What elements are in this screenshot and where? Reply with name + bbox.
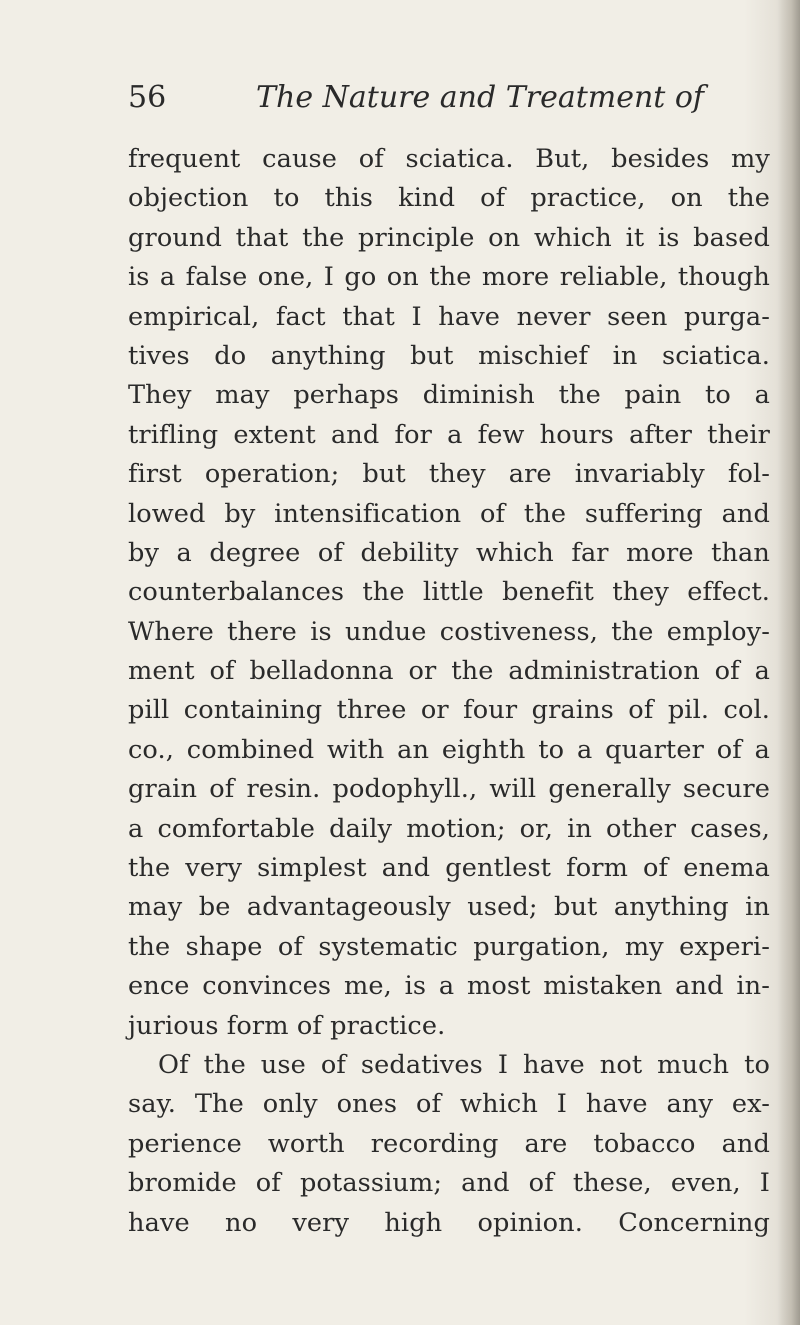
text-line: grain of resin. podophyll., will generally secure	[128, 774, 770, 805]
text-line: tives do anything but mischief in sciatica.	[128, 340, 770, 371]
text-line: by a degree of debility which far more than	[128, 537, 770, 568]
text-line: say. The only ones of which I have any ex-	[128, 1089, 770, 1120]
body-text	[128, 140, 770, 1243]
text-line: frequent cause of sciatica. But, besides my	[128, 144, 770, 174]
text-line: the shape of systematic purgation, my experi-	[128, 931, 770, 962]
text-line: Of the use of sedatives I have not much to	[158, 1049, 770, 1080]
text-line: ground that the principle on which it is based	[128, 222, 770, 253]
text-line: first operation; but they are invariably fol-	[128, 459, 770, 490]
text-line: Where there is undue costiveness, the employ-	[128, 616, 770, 647]
text-line: trifling extent and for a few hours after their	[128, 419, 770, 450]
text-line: a comfortable daily motion; or, in other cases,	[128, 813, 770, 844]
text-line: have no very high opinion. Concerning	[128, 1207, 770, 1238]
text-line: empirical, fact that I have never seen purga-	[128, 301, 770, 332]
text-line: co., combined with an eighth to a quarter of a	[128, 734, 770, 765]
text-line: the very simplest and gentlest form of enema	[128, 853, 770, 884]
text-line: jurious form of practice.	[128, 1010, 446, 1041]
text-line: ment of belladonna or the administration of a	[128, 656, 770, 687]
text-line: They may perhaps diminish the pain to a	[128, 380, 770, 411]
running-header	[128, 78, 748, 118]
text-line: lowed by intensification of the suffering and	[128, 498, 770, 529]
text-line: perience worth recording are tobacco and	[128, 1128, 770, 1159]
page-number: 56	[128, 80, 167, 115]
page-edge-shadow	[778, 0, 800, 1325]
running-title: The Nature and Treatment of	[256, 80, 705, 115]
text-line: may be advantageously used; but anything in	[128, 892, 770, 923]
text-line: bromide of potassium; and of these, even, I	[128, 1168, 770, 1199]
text-line: objection to this kind of practice, on the	[128, 183, 770, 214]
text-line: ence convinces me, is a most mistaken and in-	[128, 971, 770, 1002]
text-line: is a false one, I go on the more reliable, though	[128, 262, 770, 293]
text-line: counterbalances the little benefit they effect.	[128, 577, 770, 608]
text-line: pill containing three or four grains of pil. col.	[128, 695, 770, 726]
